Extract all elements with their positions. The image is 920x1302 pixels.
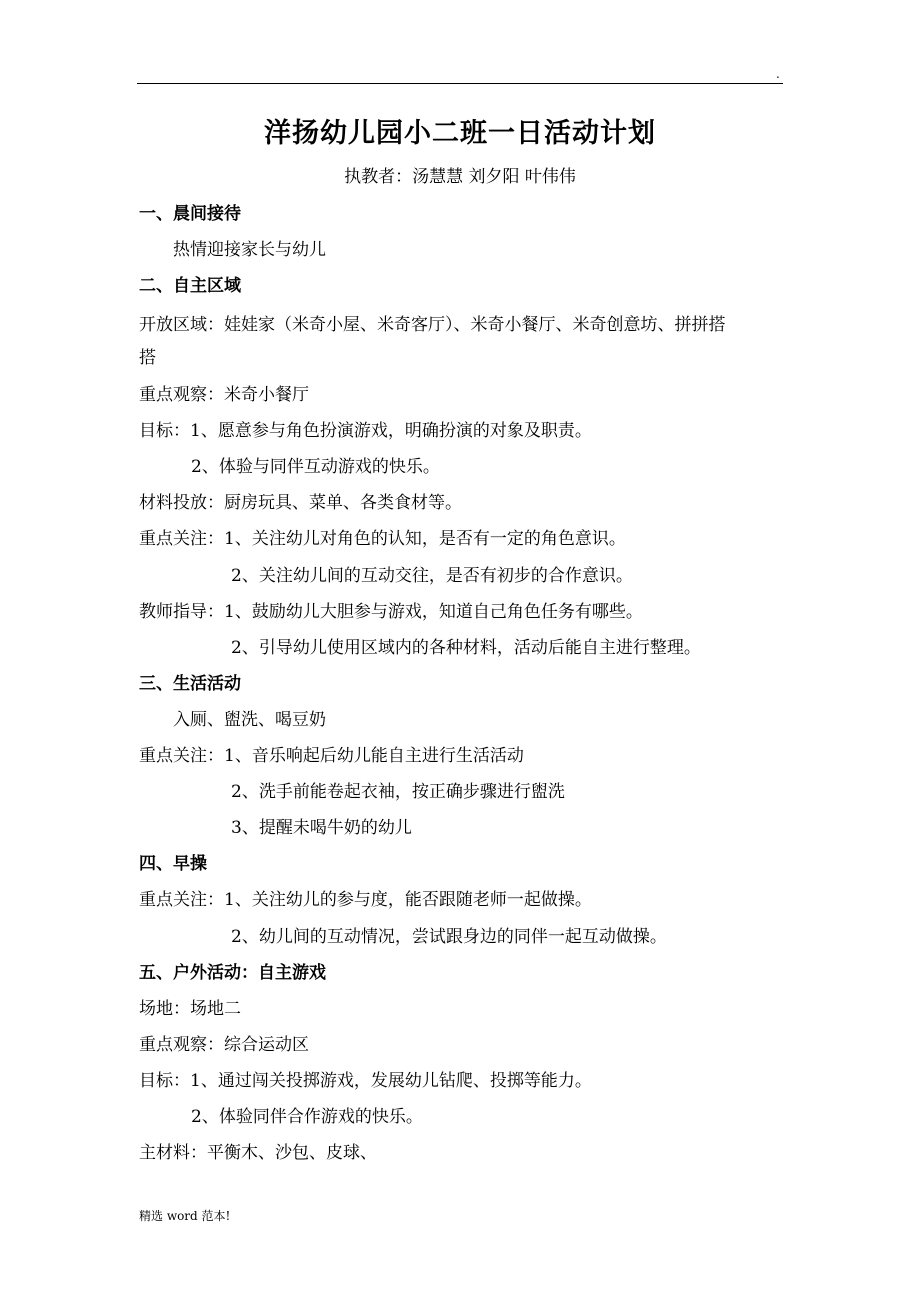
header-dot: . bbox=[776, 67, 780, 81]
footer-note: 精选 word 范本! bbox=[139, 1209, 231, 1223]
paragraph-line: 2、关注幼儿间的互动交往，是否有初步的合作意识。 bbox=[231, 566, 633, 586]
paragraph-line: 搭 bbox=[139, 348, 156, 368]
paragraph-line: 2、幼儿间的互动情况，尝试跟身边的同伴一起互动做操。 bbox=[231, 927, 667, 947]
paragraph-line: 目标：1、愿意参与角色扮演游戏，明确扮演的对象及职责。 bbox=[139, 421, 592, 441]
paragraph-line: 重点关注：1、关注幼儿的参与度，能否跟随老师一起做操。 bbox=[139, 890, 592, 910]
paragraph-line: 重点关注：1、音乐响起后幼儿能自主进行生活活动 bbox=[139, 746, 524, 766]
paragraph-line: 重点关注：1、关注幼儿对角色的认知，是否有一定的角色意识。 bbox=[139, 529, 626, 549]
paragraph-line: 教师指导：1、鼓励幼儿大胆参与游戏，知道自己角色任务有哪些。 bbox=[139, 602, 643, 622]
section-heading-outdoor-activity: 五、户外活动：自主游戏 bbox=[139, 963, 326, 983]
paragraph-line: 重点观察：综合运动区 bbox=[139, 1035, 309, 1055]
paragraph-line: 材料投放：厨房玩具、菜单、各类食材等。 bbox=[139, 493, 462, 513]
paragraph-line: 热情迎接家长与幼儿 bbox=[173, 240, 326, 260]
page-title: 洋扬幼儿园小二班一日活动计划 bbox=[264, 118, 656, 149]
section-heading-free-area: 二、自主区域 bbox=[139, 276, 241, 296]
header-rule bbox=[137, 83, 783, 84]
teachers-line: 执教者：汤慧慧 刘夕阳 叶伟伟 bbox=[344, 167, 576, 187]
paragraph-line: 3、提醒未喝牛奶的幼儿 bbox=[231, 818, 412, 838]
section-heading-morning-exercise: 四、早操 bbox=[139, 854, 207, 874]
section-heading-morning-reception: 一、晨间接待 bbox=[139, 204, 241, 224]
paragraph-line: 主材料：平衡木、沙包、皮球、 bbox=[139, 1143, 377, 1163]
paragraph-line: 2、洗手前能卷起衣袖，按正确步骤进行盥洗 bbox=[231, 782, 565, 802]
paragraph-line: 目标：1、通过闯关投掷游戏，发展幼儿钻爬、投掷等能力。 bbox=[139, 1071, 592, 1091]
paragraph-line: 2、体验与同伴互动游戏的快乐。 bbox=[191, 457, 440, 477]
paragraph-line: 场地：场地二 bbox=[139, 999, 241, 1019]
paragraph-line: 入厕、盥洗、喝豆奶 bbox=[173, 710, 326, 730]
paragraph-line: 重点观察：米奇小餐厅 bbox=[139, 385, 309, 405]
section-heading-daily-living: 三、生活活动 bbox=[139, 674, 241, 694]
paragraph-line: 开放区域：娃娃家（米奇小屋、米奇客厅）、米奇小餐厅、米奇创意坊、拼拼搭 bbox=[139, 315, 726, 335]
paragraph-line: 2、体验同伴合作游戏的快乐。 bbox=[191, 1107, 423, 1127]
paragraph-line: 2、引导幼儿使用区域内的各种材料，活动后能自主进行整理。 bbox=[231, 638, 701, 658]
